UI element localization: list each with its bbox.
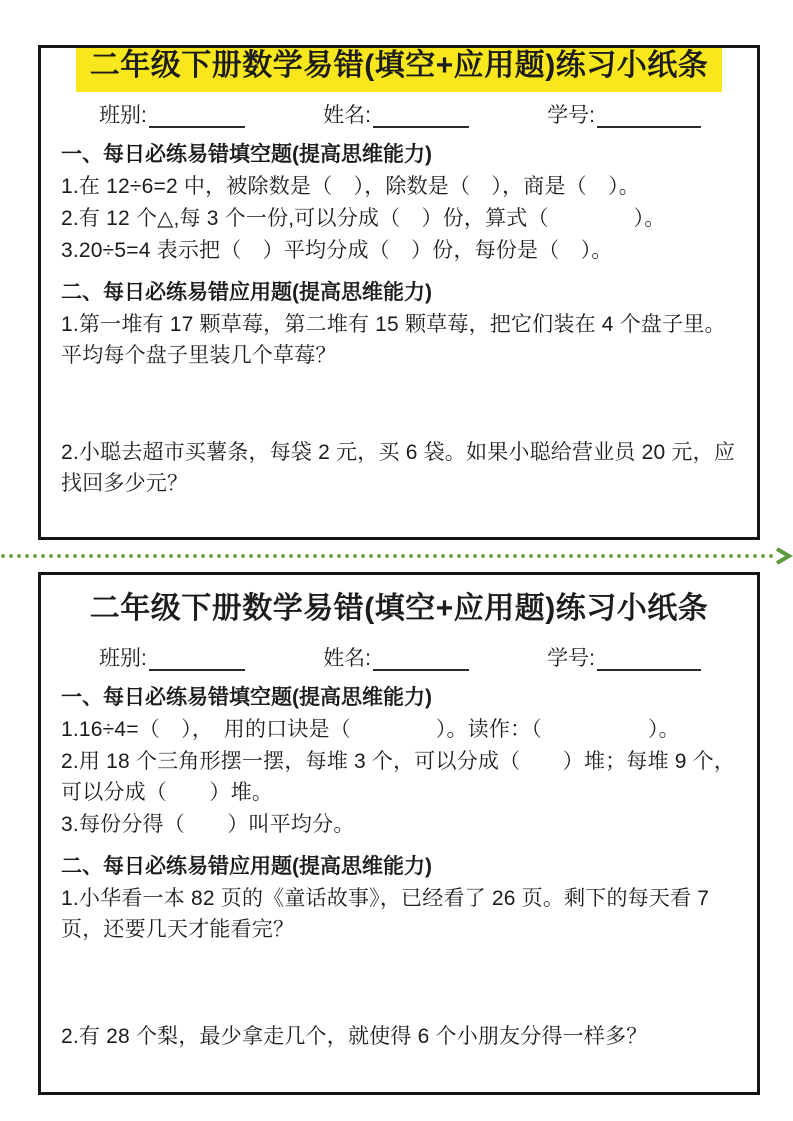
- chevron-right-icon: [773, 546, 793, 566]
- section2-heading: 二、每日必练易错应用题(提高思维能力): [61, 855, 432, 878]
- fill-in-question: 1.在 12÷6=2 中，被除数是（ ），除数是（ ），商是（ ）。: [61, 175, 640, 198]
- dotted-cut-line: [0, 553, 775, 559]
- section1-heading: 一、每日必练易错填空题(提高思维能力): [61, 143, 432, 166]
- student-info-row: [61, 104, 737, 128]
- fill-in-question: 2.有 12 个△,每 3 个一份,可以分成（ ）份，算式（ ）。: [61, 207, 666, 230]
- word-problem: 2.有 28 个梨，最少拿走几个，就使得 6 个小朋友分得一样多？: [61, 1025, 648, 1048]
- class-field: [99, 104, 245, 128]
- class-field-blank: [149, 106, 245, 128]
- name-field-label: 姓名:: [323, 104, 371, 127]
- student-info-row: [61, 647, 737, 671]
- fill-in-question: 3.20÷5=4 表示把（ ）平均分成（ ）份，每份是（ ）。: [61, 239, 613, 262]
- worksheet-card-2: [38, 572, 760, 1095]
- class-field-blank: [149, 649, 245, 671]
- word-problem: 2.小聪去超市买薯条，每袋 2 元，买 6 袋。如果小聪给营业员 20 元，应找回多少元？: [61, 441, 736, 495]
- name-field-blank: [373, 106, 469, 128]
- student-number-field-label: 学号:: [547, 104, 595, 127]
- worksheet-title-highlighted: 二年级下册数学易错(填空+应用题)练习小纸条: [76, 45, 723, 92]
- worksheet-title: 二年级下册数学易错(填空+应用题)练习小纸条: [89, 592, 709, 625]
- fill-in-question: 3.每份分得（ ）叫平均分。: [61, 813, 355, 836]
- name-field: [323, 104, 469, 128]
- word-problem: 1.第一堆有 17 颗草莓，第二堆有 15 颗草莓，把它们装在 4 个盘子里。平均每个盘子里装几个草莓？: [61, 313, 726, 367]
- student-number-field-blank: [597, 649, 701, 671]
- word-problem: 1.小华看一本 82 页的《童话故事》，已经看了 26 页。剩下的每天看 7 页，还要几天才能看完？: [61, 887, 710, 941]
- name-field-blank: [373, 649, 469, 671]
- fill-in-question: 2.用 18 个三角形摆一摆，每堆 3 个，可以分成（ ）堆；每堆 9 个，可以分成（ ）堆。: [61, 750, 736, 804]
- worksheet-card-1: [38, 45, 760, 540]
- fill-in-question: 1.16÷4=（ ）， 用的口诀是（ ）。读作：（ ）。: [61, 718, 680, 741]
- section1-heading: 一、每日必练易错填空题(提高思维能力): [61, 686, 432, 709]
- student-number-field-blank: [597, 106, 701, 128]
- student-number-field: [547, 647, 701, 671]
- class-field-label: 班别:: [99, 104, 147, 127]
- worksheet-title-row: [61, 583, 737, 635]
- name-field-label: 姓名:: [323, 647, 371, 670]
- class-field: [99, 647, 245, 671]
- cut-line-divider: [0, 545, 793, 567]
- student-number-field-label: 学号:: [547, 647, 595, 670]
- class-field-label: 班别:: [99, 647, 147, 670]
- worksheet-title-row: [61, 45, 737, 92]
- section2-heading: 二、每日必练易错应用题(提高思维能力): [61, 281, 432, 304]
- student-number-field: [547, 104, 701, 128]
- name-field: [323, 647, 469, 671]
